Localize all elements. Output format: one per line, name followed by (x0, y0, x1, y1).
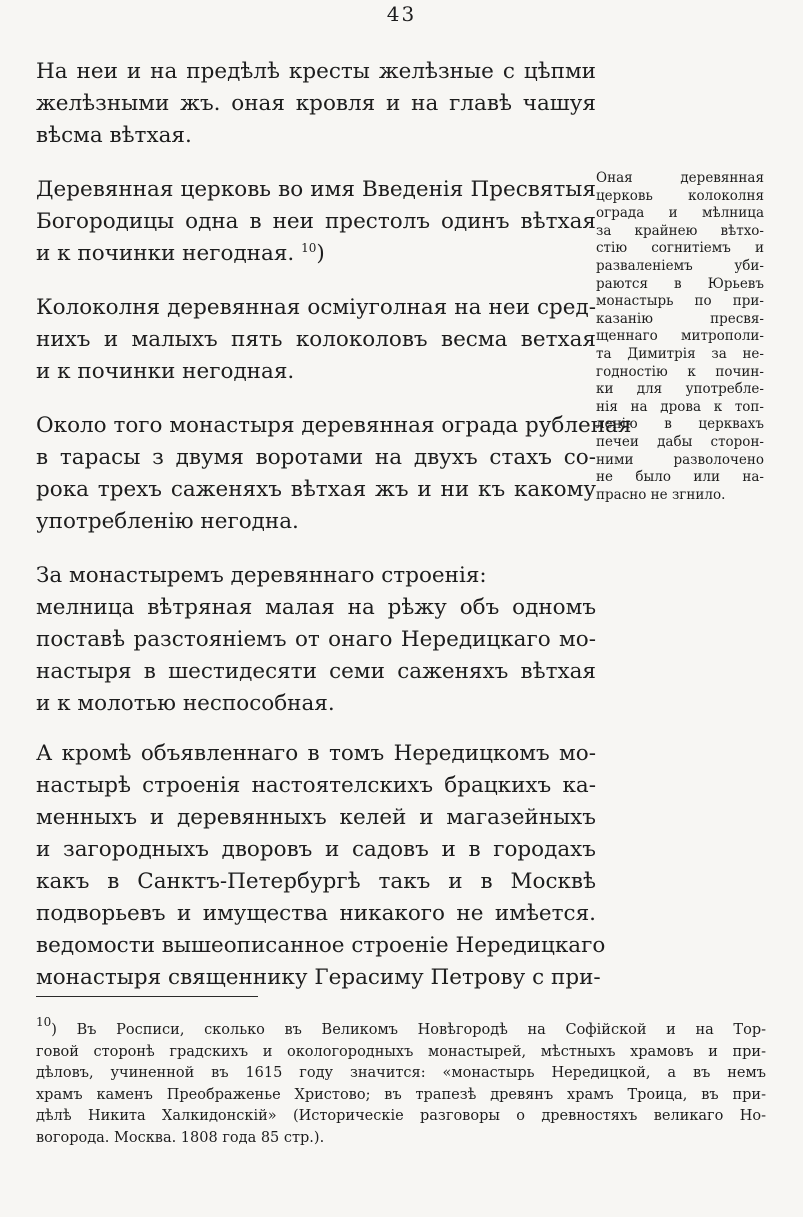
footnote-line: вогорода. Москва. 1808 года 85 стр.). (36, 1129, 325, 1146)
margin-note-line: за крайнею вѣтхо- (596, 222, 764, 239)
margin-note-line: казанію пресвя- (596, 310, 764, 327)
paragraph-mill (36, 560, 596, 720)
text-line: употребленію негодна. (36, 509, 299, 534)
text-line: и к починки негодная. (36, 359, 295, 384)
text-line: За монастыремъ деревяннаго строенія: (36, 563, 487, 588)
margin-note-line: ленію в церквахъ (596, 416, 764, 433)
text-line: монастыря священнику Герасиму Петрову с при- (36, 965, 601, 990)
margin-note-line: прасно не згнило. (596, 486, 726, 503)
text-line: подворьевъ и имущества никакого не имѣется. (36, 901, 596, 926)
footnote-divider (36, 996, 258, 997)
text-line: Колоколня деревянная осміуголная на неи сред- (36, 295, 596, 320)
margin-note-line: монастырь по при- (596, 293, 764, 310)
text-line: мелница вѣтряная малая на рѣжу объ одномъ (36, 595, 596, 620)
margin-note-line: не было или на- (596, 469, 764, 486)
footnote (36, 1015, 766, 1149)
footnote-line: дѣловъ, учиненной въ 1615 году значится: «монастырь Нередицкой, а въ немъ (36, 1065, 766, 1081)
margin-note-line: раются в Юрьевъ (596, 275, 764, 292)
footnote-line-content: ) Въ Росписи, сколько въ Великомъ Новѣгородѣ на Софійской и на Тор- (51, 1022, 766, 1038)
text-line: нихъ и малыхъ пять колоколовъ весма ветхая (36, 327, 596, 352)
text-line (36, 238, 596, 270)
paragraph-church (36, 174, 596, 270)
footnote-line: дѣлѣ Никита Халкидонскій» (Историческіе разговоры о древностяхъ великаго Но- (36, 1108, 766, 1124)
text-line: желѣзными жъ. оная кровля и на главѣ чашуя (36, 91, 596, 116)
footnote-line: храмъ каменъ Преображенье Христово; въ трапезѣ древянъ храмъ Троица, въ при- (36, 1086, 766, 1103)
margin-note-line: Оная деревянная (596, 170, 764, 186)
paragraph-bell-tower (36, 292, 596, 388)
margin-note-line: разваленіемъ уби- (596, 257, 764, 274)
margin-note-line: ограда и мѣлница (596, 205, 764, 222)
margin-note-line: церковь колоколня (596, 187, 764, 204)
margin-note-line: печеи дабы сторон- (596, 433, 764, 450)
text-line: менныхъ и деревянныхъ келей и магазейныхъ (36, 805, 596, 830)
page-number: 43 (386, 2, 417, 26)
text-line: какъ в Санктъ-Петербургѣ такъ и в Москвѣ (36, 869, 596, 894)
text-line: настырѣ строенія настоятелскихъ брацкихъ ка- (36, 773, 596, 798)
footnote-reference[interactable]: 10 (301, 241, 317, 255)
text-line: настыря в шестидесяти семи саженяхъ вѣтхая (36, 659, 596, 684)
text-line: Деревянная церковь во имя Введенія Пресвятыя (36, 177, 596, 202)
margin-note (596, 170, 764, 504)
margin-note-line: та Димитрія за не- (596, 345, 764, 362)
text-line: и загородныхъ дворовъ и садовъ и в городахъ (36, 837, 596, 862)
paragraph-fence (36, 410, 632, 538)
main-text (36, 56, 632, 1016)
text-line: поставѣ разстояніемъ от онаго Нередицкаго мо- (36, 627, 596, 652)
margin-note-line: годностію к почин- (596, 363, 764, 380)
text-line: На неи и на предѣлѣ кресты желѣзные с цѣпми (36, 59, 596, 84)
text-line: и к молотью неспособная. (36, 691, 335, 716)
text-line: ведомости вышеописанное строеніе Нередицкаго (36, 933, 606, 958)
text-line: Около того монастыря деревянная ограда рубленая (36, 413, 632, 438)
paragraph-property (36, 738, 606, 994)
footnote-line (36, 1015, 766, 1042)
text-line: Богородицы одна в неи престолъ одинъ вѣтхая (36, 209, 596, 234)
text-line: вѣсма вѣтхая. (36, 123, 192, 148)
text-line: рока трехъ саженяхъ вѣтхая жъ и ни къ какому (36, 477, 596, 502)
footnote-reference-tail: ) (316, 241, 325, 266)
margin-note-line: щеннаго митрополи- (596, 328, 764, 345)
paragraph-roof (36, 56, 596, 152)
footnote-line: говой сторонѣ градскихъ и окологородныхъ монастырей, мѣстныхъ храмовъ и при- (36, 1043, 766, 1060)
text-line: в тарасы з двумя воротами на двухъ стахъ со- (36, 445, 596, 470)
footnote-marker: 10 (36, 1015, 52, 1029)
text-line: А кромѣ объявленнаго в томъ Нередицкомъ мо- (36, 741, 596, 766)
text-line-content: и к починки негодная. (36, 241, 295, 266)
margin-note-line: стію согнитіемъ и (596, 240, 764, 257)
margin-note-line: ними разволочено (596, 451, 764, 468)
margin-note-line: нія на дрова к топ- (596, 398, 764, 415)
margin-note-line: ки для употребле- (596, 381, 764, 398)
